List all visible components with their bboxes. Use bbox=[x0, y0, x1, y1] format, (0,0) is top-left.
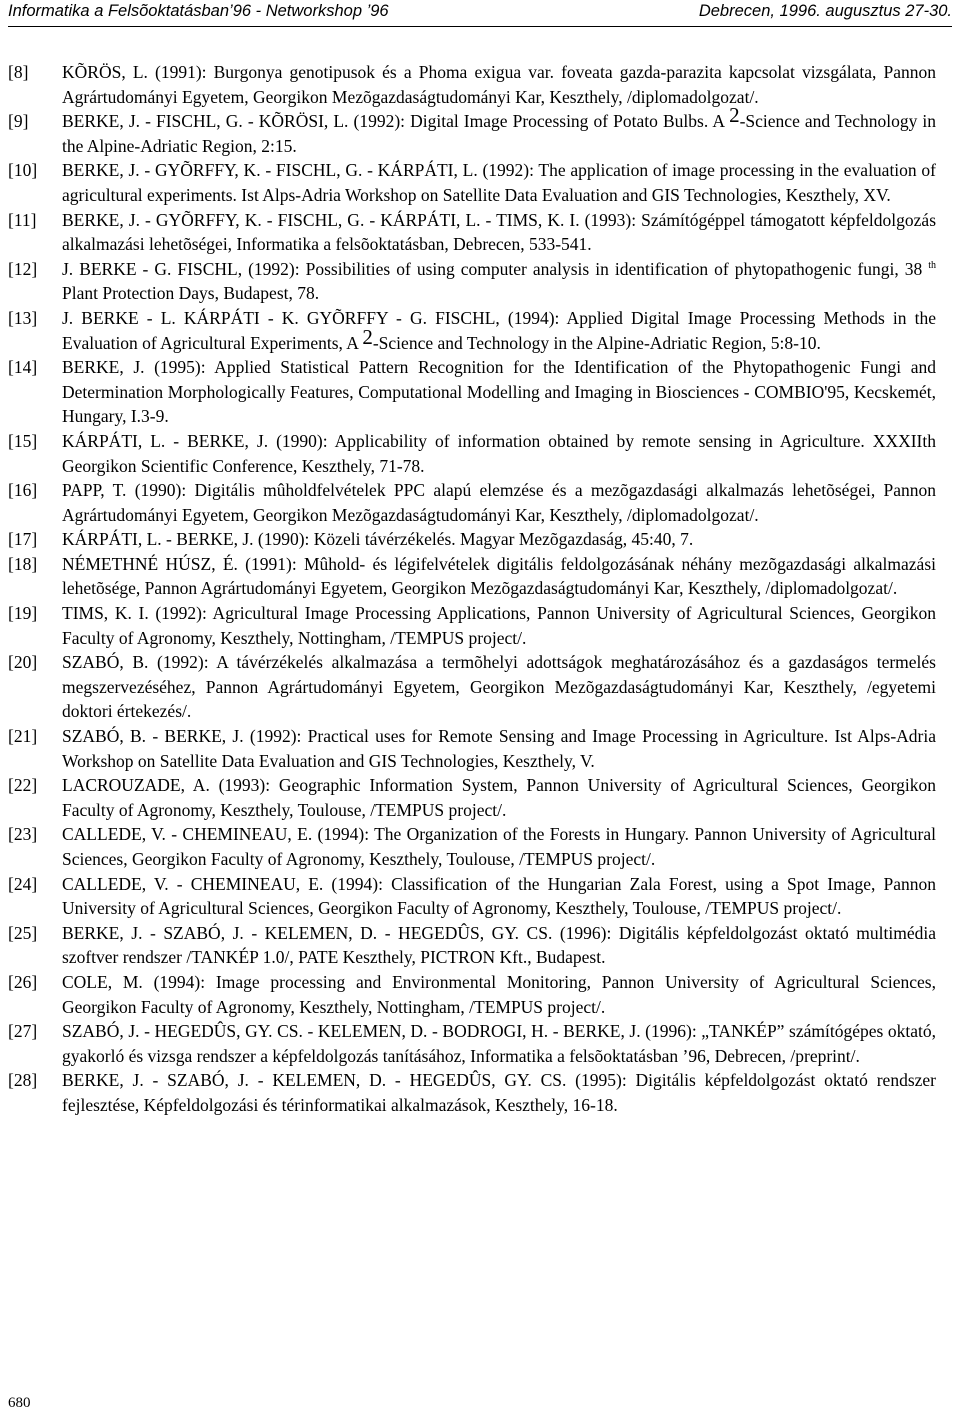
reference-number: [23] bbox=[8, 824, 38, 845]
reference-number: [14] bbox=[8, 357, 38, 378]
running-header bbox=[8, 0, 952, 27]
reference-number: [12] bbox=[8, 258, 38, 279]
reference-mark: 2 bbox=[362, 324, 373, 349]
reference-text-part: BERKE, J. - FISCHL, G. - KÕRÖSI, L. (1992): Digital Image Processing of Potato Bulbs. A bbox=[62, 111, 724, 132]
reference-number: [17] bbox=[8, 529, 38, 550]
reference-item bbox=[8, 970, 936, 1019]
reference-text-part: -Science and Technology in the Alpine-Adriatic Region, 2:15. bbox=[62, 111, 937, 156]
reference-text: BERKE, J. - SZABÓ, J. - KELEMEN, D. - HEGEDÛS, GY. CS. (1996): Digitális képfeldolgozást oktató multimédia szoftver rendszer /TANKÉP 1.0/, PATE Keszthely, PICTRON Kft., Budapest. bbox=[62, 922, 936, 968]
reference-text-part: J. BERKE - L. KÁRPÁTI - K. GYÕRFFY - G. FISCHL, (1994): Applied Digital Image Processing Methods in the Evaluation of Agricultural Experiments, A bbox=[62, 307, 936, 353]
reference-number: [25] bbox=[8, 922, 38, 943]
reference-number: [10] bbox=[8, 160, 38, 181]
reference-item bbox=[8, 60, 936, 109]
reference-item bbox=[8, 601, 936, 650]
reference-number: [13] bbox=[8, 307, 38, 328]
reference-item bbox=[8, 103, 937, 158]
reference-number: [21] bbox=[8, 726, 38, 747]
reference-item bbox=[8, 527, 936, 552]
reference-item bbox=[8, 921, 936, 970]
reference-number: [28] bbox=[8, 1070, 38, 1091]
reference-item bbox=[8, 429, 936, 478]
reference-item bbox=[8, 1068, 936, 1117]
reference-text: COLE, M. (1994): Image processing and Environmental Monitoring, Pannon University of Agricultural Sciences, Georgikon Faculty of Agronomy, Keszthely, Nottingham, /TEMPUS project/. bbox=[62, 971, 936, 1017]
reference-number: [26] bbox=[8, 971, 38, 992]
header-conference-title: Informatika a Felsõoktatásban’96 - Networkshop ’96 bbox=[8, 2, 389, 20]
reference-number: [18] bbox=[8, 553, 38, 574]
reference-text-part: Plant Protection Days, Budapest, 78. bbox=[62, 283, 320, 304]
reference-text bbox=[62, 306, 936, 355]
reference-item bbox=[8, 822, 936, 871]
reference-item bbox=[8, 478, 936, 527]
reference-item bbox=[8, 552, 936, 601]
reference-text: BERKE, J. - GYÕRFFY, K. - FISCHL, G. - KÁRPÁTI, L. - TIMS, K. I. (1993): Számítógéppel támogatott képfeldolgozás alkalmazási lehetõségei, Informatika a felsõoktatásban, Debrecen, 533-541. bbox=[62, 209, 936, 255]
reference-text-part: -Science and Technology in the Alpine-Adriatic Region, 5:8-10. bbox=[372, 332, 821, 353]
reference-list bbox=[8, 60, 936, 1118]
reference-text: KÁRPÁTI, L. - BERKE, J. (1990): Közeli távérzékelés. Magyar Mezõgazdaság, 45:40, 7. bbox=[62, 529, 694, 550]
reference-item bbox=[8, 208, 936, 257]
reference-item bbox=[8, 650, 936, 724]
reference-superscript: th bbox=[928, 259, 937, 271]
reference-number: [22] bbox=[8, 775, 38, 796]
header-location-date: Debrecen, 1996. augusztus 27-30. bbox=[698, 2, 952, 20]
page-number: 680 bbox=[8, 1395, 31, 1411]
reference-text: NÉMETHNÉ HÚSZ, É. (1991): Mûhold- és légifelvételek digitális feldolgozásának néhány mezõgazdasági alkalmazási lehetõsége, Pannon Agrártudományi Egyetem, Georgikon Mezõgazdaságtudományi Kar, Keszthely, /diplomadolgozat/. bbox=[62, 553, 936, 599]
reference-text: CALLEDE, V. - CHEMINEAU, E. (1994): Classification of the Hungarian Zala Forest, using a Spot Image, Pannon University of Agricultural Sciences, Georgikon Faculty of Agronomy, Keszthely, Toulouse, /TEMPUS project/. bbox=[62, 873, 936, 919]
reference-text: BERKE, J. - SZABÓ, J. - KELEMEN, D. - HEGEDÛS, GY. CS. (1995): Digitális képfeldolgozást oktató rendszer fejlesztése, Képfeldolgozási és térinformatikai alkalmazások, Keszthely, 16-18. bbox=[62, 1070, 936, 1115]
reference-text: BERKE, J. (1995): Applied Statistical Pattern Recognition for the Identification of the Phytopathogenic Fungi and Determination Morphologically Features, Computational Modelling and Imaging in Biosciences - COMBIO'95, Kecskemét, Hungary, I.3-9. bbox=[62, 357, 936, 427]
reference-item bbox=[8, 158, 936, 207]
reference-text: SZABÓ, J. - HEGEDÛS, GY. CS. - KELEMEN, D. - BODROGI, H. - BERKE, J. (1996): „TANKÉP” számítógépes oktató, gyakorló és vizsga rendszer a képfeldolgozás tanításához, Informatika a felsõoktatásban ’96, Debrecen, /preprint/. bbox=[62, 1021, 936, 1066]
reference-text: LACROUZADE, A. (1993): Geographic Information System, Pannon University of Agricultural Sciences, Georgikon Faculty of Agronomy, Keszthely, Toulouse, /TEMPUS project/. bbox=[62, 775, 936, 820]
reference-number: [15] bbox=[8, 430, 38, 451]
reference-number: [20] bbox=[8, 652, 38, 673]
reference-text bbox=[62, 103, 937, 158]
reference-text: SZABÓ, B. (1992): A távérzékelés alkalmazása a termõhelyi adottságok meghatározásához és a gazdaságos termelés megszervezéséhez, Pannon Agrártudományi Egyetem, Georgikon Mezõgazdaságtudományi Kar, Keszthely, /egyetemi doktori értekezés/. bbox=[62, 652, 936, 722]
reference-item bbox=[8, 1019, 936, 1068]
reference-mark: 2 bbox=[729, 103, 740, 128]
reference-text-part: J. BERKE - G. FISCHL, (1992): Possibilities of using computer analysis in identification of phytopathogenic fungi, 38 bbox=[62, 258, 923, 279]
reference-item bbox=[8, 355, 936, 429]
reference-number: [9] bbox=[8, 111, 29, 132]
reference-text: TIMS, K. I. (1992): Agricultural Image Processing Applications, Pannon University of Agricultural Sciences, Georgikon Faculty of Agronomy, Keszthely, Nottingham, /TEMPUS project/. bbox=[62, 603, 936, 648]
reference-text: PAPP, T. (1990): Digitális mûholdfelvételek PPC alapú elemzése és a mezõgazdasági alkalmazás lehetõségei, Pannon Agrártudományi Egyetem, Georgikon Mezõgazdaságtudományi Kar, Keszthely, /diplomadolgozat/. bbox=[62, 480, 936, 525]
reference-number: [19] bbox=[8, 603, 38, 624]
reference-number: [11] bbox=[8, 209, 37, 230]
reference-item bbox=[8, 257, 936, 306]
reference-number: [16] bbox=[8, 480, 38, 501]
reference-item bbox=[8, 724, 936, 773]
reference-item bbox=[8, 773, 936, 822]
reference-text: BERKE, J. - GYÕRFFY, K. - FISCHL, G. - KÁRPÁTI, L. (1992): The application of image processing in the evaluation of agricultural experiments. Ist Alps-Adria Workshop on Satellite Data Evaluation and GIS Technologies, Keszthely, XV. bbox=[62, 160, 936, 205]
reference-item bbox=[8, 872, 936, 921]
reference-text: CALLEDE, V. - CHEMINEAU, E. (1994): The Organization of the Forests in Hungary. Pannon University of Agricultural Sciences, Georgikon Faculty of Agronomy, Keszthely, Toulouse, /TEMPUS project/. bbox=[62, 824, 936, 869]
reference-text bbox=[62, 257, 936, 306]
reference-item bbox=[8, 306, 936, 355]
reference-text: KÕRÖS, L. (1991): Burgonya genotipusok és a Phoma exigua var. foveata gazda-parazita kapcsolat vizsgálata, Pannon Agrártudományi Egyetem, Georgikon Mezõgazdaságtudományi Kar, Keszthely, /diplomadolgozat/. bbox=[62, 62, 936, 107]
reference-number: [8] bbox=[8, 62, 29, 82]
reference-text: SZABÓ, B. - BERKE, J. (1992): Practical uses for Remote Sensing and Image Processing in Agriculture. Ist Alps-Adria Workshop on Satellite Data Evaluation and GIS Technologies, Keszthely, V. bbox=[62, 726, 936, 771]
reference-number: [24] bbox=[8, 873, 38, 894]
reference-text: KÁRPÁTI, L. - BERKE, J. (1990): Applicability of information obtained by remote sensing in Agriculture. XXXIIth Georgikon Scientific Conference, Keszthely, 71-78. bbox=[62, 430, 936, 476]
reference-number: [27] bbox=[8, 1021, 38, 1042]
